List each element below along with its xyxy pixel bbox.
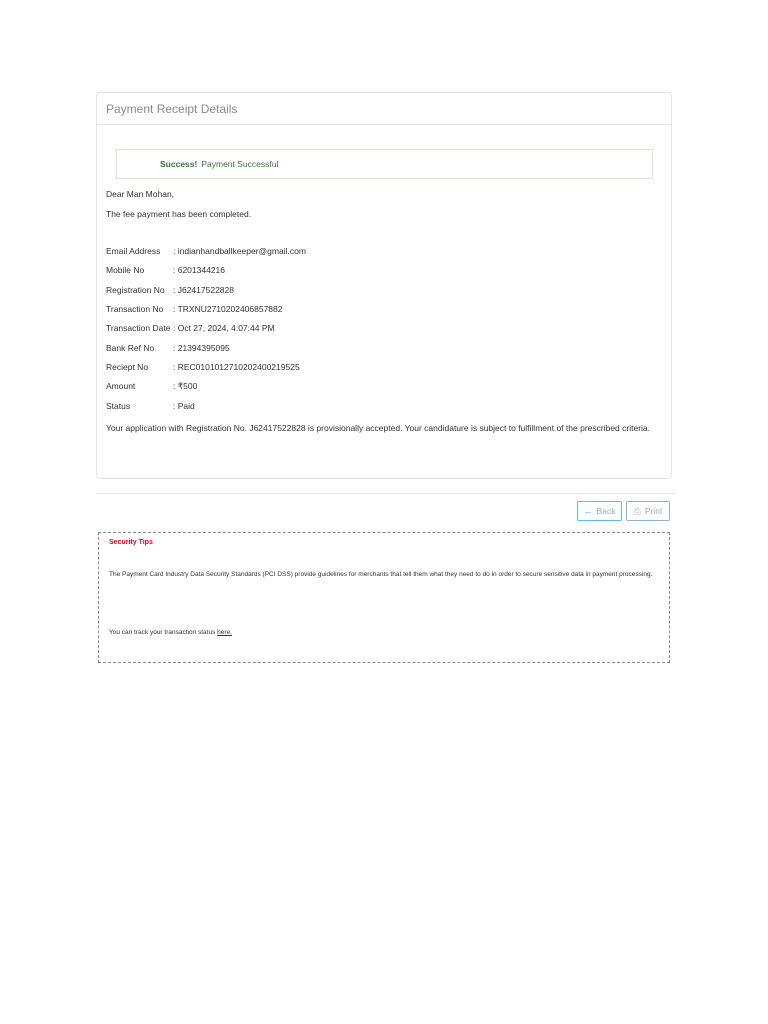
track-status-link[interactable]: here. [217, 629, 232, 636]
field-label: Transaction No [106, 304, 164, 314]
field-value: : Paid [173, 401, 195, 411]
panel-heading [97, 93, 671, 125]
alert-message: Payment Successful [201, 159, 279, 169]
print-button[interactable] [626, 501, 670, 521]
field-value: : Oct 27, 2024, 4:07:44 PM [173, 323, 275, 333]
track-status-text: You can track your transaction status [109, 629, 218, 636]
field-value: : 6201344216 [173, 265, 225, 275]
section-divider [96, 493, 676, 494]
security-tips-text: The Payment Card Industry Data Security Standards (PCI DSS) provide guidelines for merchants that tell them what they need to do in order to secure sensitive data in payment processing. [109, 571, 653, 578]
field-registration [106, 285, 234, 295]
field-label: Reciept No [106, 362, 149, 372]
field-value: : REC010101271020240021952​5 [173, 362, 300, 372]
track-status-line [109, 629, 232, 636]
field-status [106, 401, 195, 411]
field-bank-ref [106, 343, 230, 353]
field-value: : indianhandballkeeper@gmail.com [173, 246, 306, 256]
print-button-label: Print [644, 506, 663, 516]
arrow-left-icon: ← [583, 506, 593, 516]
provisional-acceptance-note: Your application with Registration No. J62417522828 is provisionally accepted. Your candidature is subject to fulfillment of the prescribed criteria. [106, 423, 650, 433]
field-value: : J62417522828 [173, 285, 234, 295]
field-transaction-no [106, 304, 282, 314]
field-amount [106, 381, 197, 392]
field-label: Email Address [106, 246, 161, 256]
field-email [106, 246, 306, 256]
back-button-label: Back [596, 506, 616, 516]
field-label: Transaction Date [106, 323, 171, 333]
field-label: Bank Ref No [106, 343, 155, 353]
payment-receipt-panel [96, 92, 672, 479]
field-mobile [106, 265, 225, 275]
field-label: Mobile No [106, 265, 145, 275]
security-tips-title: Security Tips [109, 539, 153, 546]
greeting-text: Dear Man Mohan, [106, 189, 175, 199]
field-receipt-no [106, 362, 300, 372]
field-value: : TRXNU2710202406857882 [173, 304, 283, 314]
field-label: Amount [106, 381, 136, 391]
field-value: : 21394395095 [173, 343, 230, 353]
panel-title: Payment Receipt Details [106, 101, 238, 116]
field-value: : ₹500 [173, 381, 198, 391]
printer-icon: ⎙ [633, 505, 641, 516]
field-label: Status [106, 401, 131, 411]
field-transaction-date [106, 323, 275, 333]
security-tips-box [98, 532, 670, 663]
success-alert [116, 149, 653, 179]
field-label: Registration No [106, 285, 165, 295]
back-button[interactable] [577, 501, 622, 521]
intro-text: The fee payment has been completed. [106, 209, 252, 219]
alert-strong-text: Success! [160, 159, 198, 169]
